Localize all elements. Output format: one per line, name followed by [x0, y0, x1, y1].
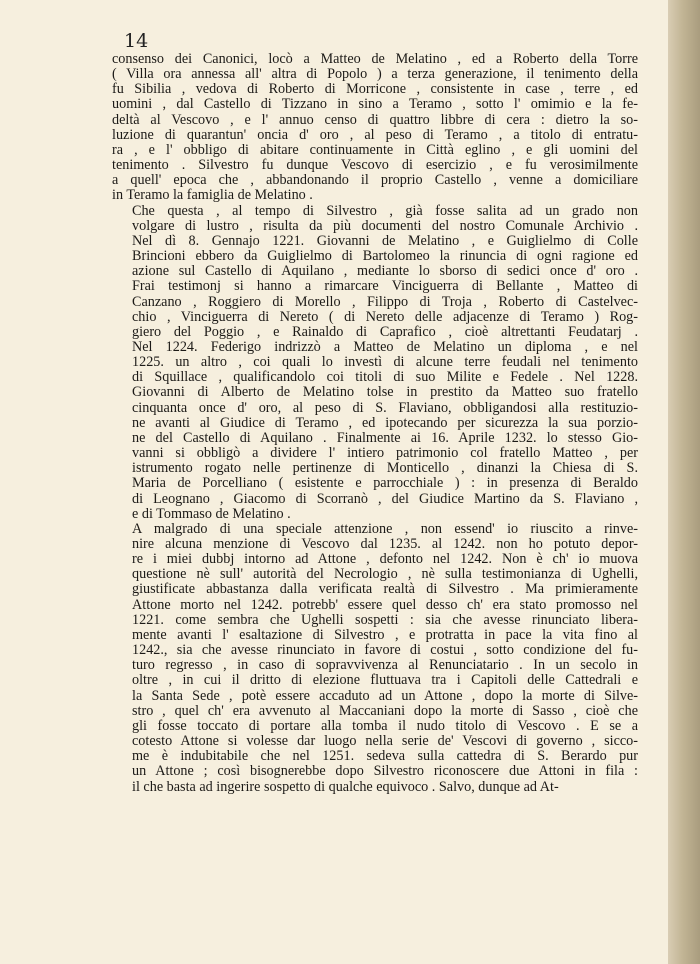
text-line: luzione di quarantun' oncia d' oro , al peso di Teramo , a titolo di entratu-	[112, 126, 638, 143]
text-line: Brincioni ebbero da Guiglielmo di Bartolomeo la rinuncia di ogni ragione ed	[132, 248, 638, 265]
text-line: 1221. come sembra che Ughelli sospetti : sia che avesse rinunciato libera-	[132, 611, 638, 628]
text-line: giustificate abbastanza dalla verificata realtà di Silvestro . Ma primieramente	[132, 581, 638, 598]
text-line: un Attone ; così bisognerebbe dopo Silvestro riconoscere due Attoni in fila :	[132, 763, 638, 780]
text-line: giero del Poggio , e Rainaldo di Caprafico , cioè altrettanti Feudatarj .	[132, 323, 638, 340]
text-line: vanni si obbligò a dividere l' intiero patrimonio col fratello Matteo , per	[132, 445, 638, 462]
text-line: il che basta ad ingerire sospetto di qualche equivoco . Salvo, dunque ad At-	[132, 778, 559, 795]
text-line: Frai testimonj si hanno a rimarcare Vinciguerra di Bellante , Matteo di	[132, 278, 638, 295]
page-number: 14	[124, 30, 149, 52]
text-line: stro , quel ch' era avvenuto al Maccaniani dopo la morte di Sasso , cioè che	[132, 702, 638, 719]
text-line: ra , e l' obbligo di abitare continuamente in Città eglino , e gli uomini del	[112, 141, 638, 158]
text-line: azione sul Castello di Aquilano , mediante lo sborso di sedici once d' oro .	[132, 263, 638, 280]
text-line: e di Tommaso de Melatino .	[132, 505, 291, 522]
text-line: A malgrado di una speciale attenzione , non essend' io riuscito a rinve-	[132, 520, 638, 537]
text-line: di Squillace , qualificandolo coi titoli di suo Milite e Fedele . Nel 1228.	[132, 369, 638, 386]
paragraph	[112, 204, 638, 522]
text-line: la Santa Sede , potè essere accaduto ad un Attone , dopo la morte di Silve-	[132, 687, 638, 704]
text-line: in Teramo la famiglia de Melatino .	[112, 187, 313, 204]
body-text	[112, 52, 638, 795]
text-line: Attone morto nel 1242. potrebb' essere quel desso ch' era stato promosso nel	[132, 596, 638, 613]
text-line: di Leognano , Giacomo di Scorranò , del Giudice Martino da S. Flaviano ,	[132, 490, 638, 507]
text-line: gli fosse toccato di portare alla tomba il nudo titolo di Vescovo . E se a	[132, 717, 638, 734]
text-line: Maria de Porcelliano ( esistente e parrocchiale ) : in presenza di Beraldo	[132, 475, 638, 492]
text-line: volgare di lustro , risulta da più documenti del nostro Comunale Archivio .	[132, 217, 638, 234]
text-line: Che questa , al tempo di Silvestro , già fosse salita ad un grado non	[132, 202, 638, 219]
text-line: deltà al Vescovo , e l' annuo censo di quattro libbre di cera : dietro la so-	[112, 111, 638, 128]
text-line: questione nè sull' autorità del Necrologio , nè sulla testimonianza di Ughelli,	[132, 566, 638, 583]
text-line: chio , Vinciguerra di Nereto ( di Nereto delle adjacenze di Teramo ) Rog-	[132, 308, 638, 325]
text-line: ne del Castello di Aquilano . Finalmente ai 16. Aprile 1232. lo stesso Gio-	[132, 429, 638, 446]
text-line: Nel 1224. Federigo indrizzò a Matteo de Melatino un diploma , e nel	[132, 338, 638, 355]
paragraph	[112, 522, 638, 795]
text-line: consenso dei Canonici, locò a Matteo de Melatino , ed a Roberto della Torre	[112, 51, 638, 67]
text-line: Giovanni di Alberto de Melatino tolse in prestito da Matteo suo fratello	[132, 384, 638, 401]
text-line: cinquanta once d' oro, al peso di S. Flaviano, obbligandosi alla restituzio-	[132, 399, 638, 416]
text-line: a quell' epoca che , abbandonando il proprio Castello , venne a domiciliare	[112, 172, 638, 189]
text-line: re i miei dubbj intorno ad Attone , defonto nel 1242. Non è ch' io muova	[132, 551, 638, 568]
text-line: mente avanti l' esaltazione di Silvestro , e protratta in pace la vita fino al	[132, 626, 638, 643]
text-line: fu Sibilia , vedova di Roberto di Morricone , consistente in case , terre , ed	[112, 81, 638, 98]
text-line: me è indubitabile che nel 1251. sedeva sulla cattedra di S. Berardo pur	[132, 748, 638, 765]
text-line: Canzano , Roggiero di Morello , Filippo di Troja , Roberto di Castelvec-	[132, 293, 638, 310]
text-line: cotesto Attone si volesse dar luogo nella serie de' Vescovi di governo , sicco-	[132, 733, 638, 750]
text-line: 1242., sia che avesse rinunciato in favore di costui , sotto condizione del fu-	[132, 642, 638, 659]
text-line: tenimento . Silvestro fu dunque Vescovo di esercizio , e fu verosimilmente	[112, 157, 638, 174]
text-line: uomini , dal Castello di Tizzano in sino a Teramo , sotto l' omimio e la fe-	[112, 96, 638, 113]
text-line: ( Villa ora annessa all' altra di Popolo ) a terza generazione, il tenimento della	[112, 66, 638, 83]
text-line: oltre , in cui il dritto di elezione fluttuava tra i Capitoli delle Cattedrali e	[132, 672, 638, 689]
text-line: ne avanti al Giudice di Teramo , ed ipotecando per sicurezza la sua porzio-	[132, 414, 638, 431]
page-edge	[668, 0, 700, 964]
text-line: 1225. un altro , coi quali lo investì di alcune terre feudali nel tenimento	[132, 354, 638, 371]
text-line: nire alcuna menzione di Vescovo dal 1235. al 1242. non ho potuto depor-	[132, 536, 638, 552]
text-line: istrumento rogato nelle pertinenze di Monticello , dinanzi la Chiesa di S.	[132, 460, 638, 477]
paragraph	[112, 52, 638, 204]
text-line: turo regresso , in caso di sopravvivenza al Renunciatario . In un secolo in	[132, 657, 638, 674]
text-line: Nel dì 8. Gennajo 1221. Giovanni de Melatino , e Guiglielmo di Colle	[132, 232, 638, 249]
